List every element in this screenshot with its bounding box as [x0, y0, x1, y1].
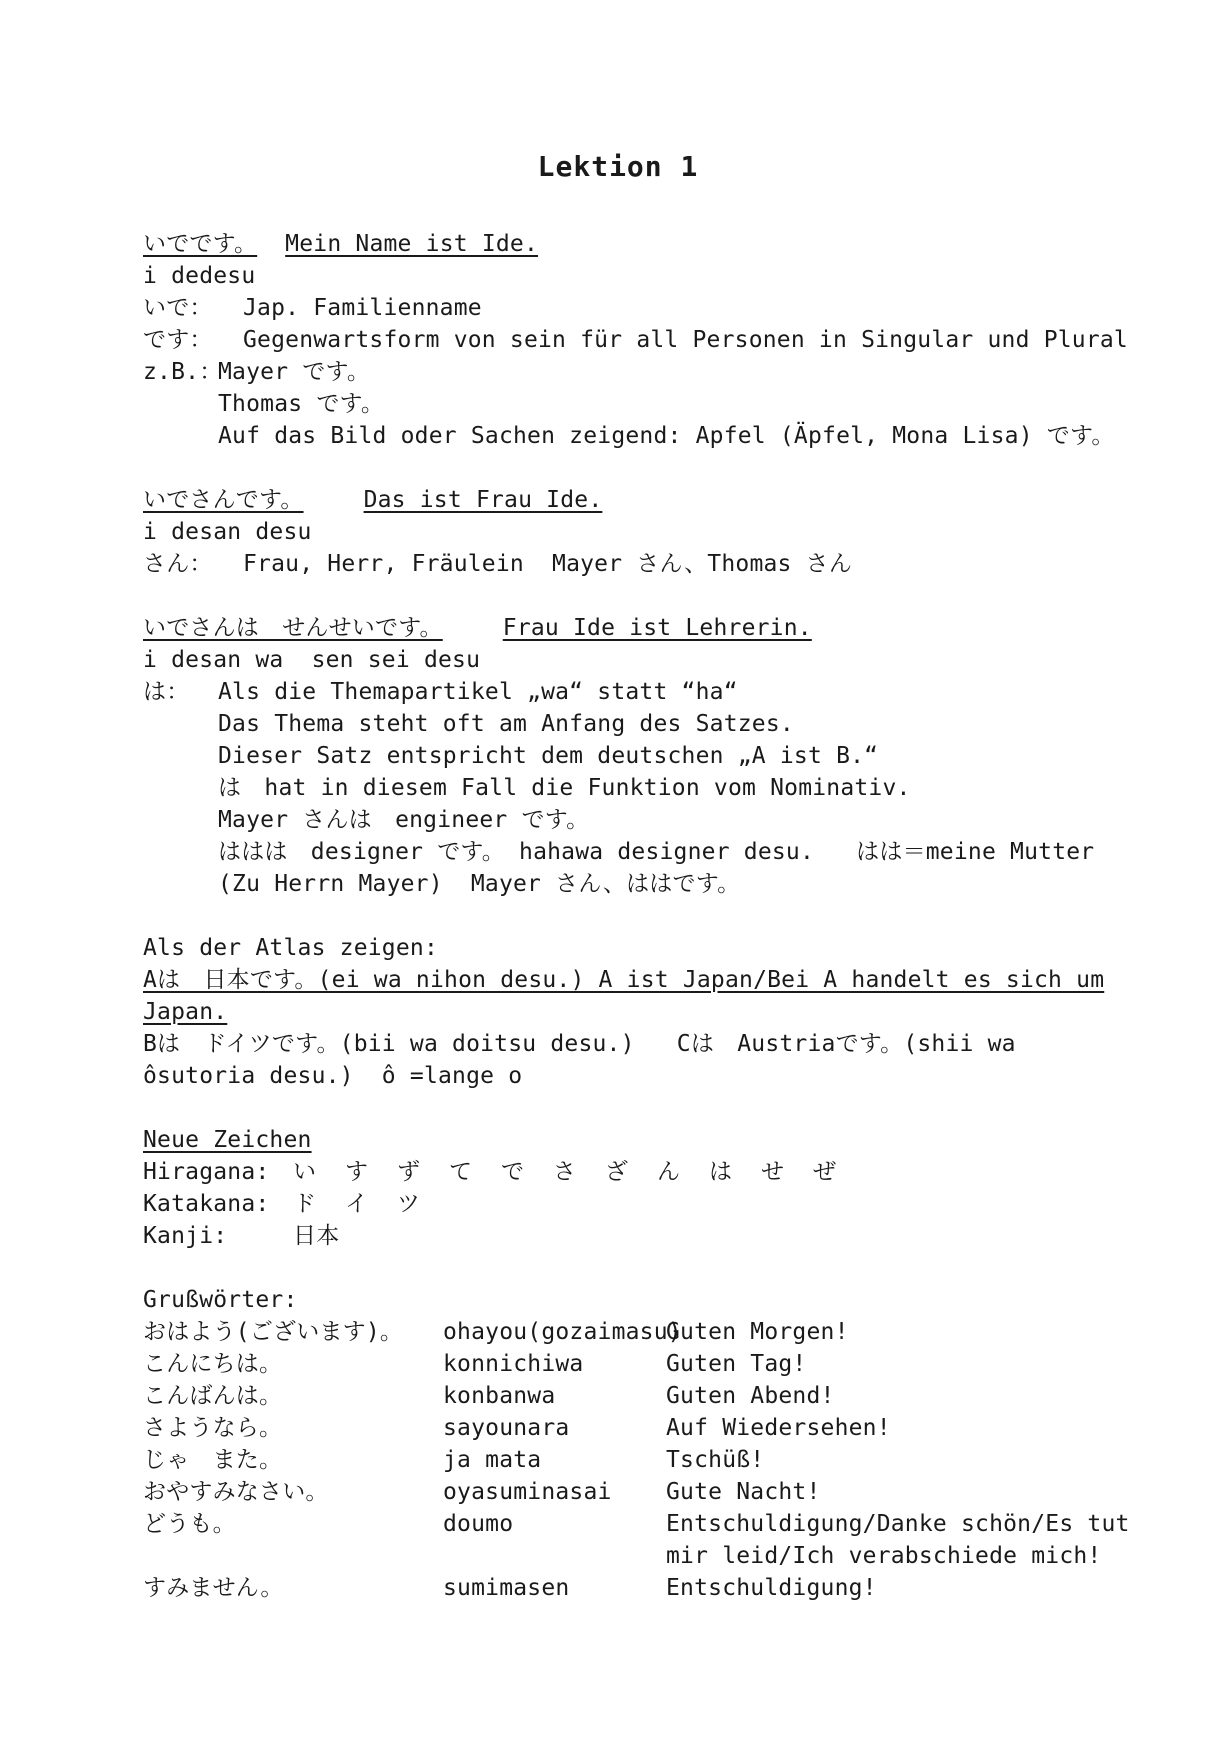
greeting-row: [143, 1316, 1143, 1348]
greeting-jp: じゃ また。: [143, 1447, 283, 1473]
greeting-de: Guten Abend!: [666, 1383, 835, 1409]
katakana-label: Katakana:: [143, 1191, 270, 1217]
atlas-line2: Japan.: [143, 999, 228, 1025]
greeting-row: [143, 1348, 1143, 1380]
section3-line3: Dieser Satz entspricht dem deutschen „A ist B.“: [218, 743, 879, 769]
greeting-jp: こんばんは。: [143, 1383, 283, 1409]
greeting-row: [143, 1476, 1143, 1508]
section2-def-text: Frau, Herr, Fräulein Mayer さん、Thomas さん: [243, 551, 853, 577]
section2-heading-de: Das ist Frau Ide.: [363, 487, 603, 513]
greeting-de: Entschuldigung!: [666, 1575, 877, 1601]
atlas-line1: Aは 日本です。(ei wa nihon desu.) A ist Japan/Bei A handelt es sich um: [143, 967, 1105, 993]
hiragana-char: ん: [657, 1159, 681, 1185]
greeting-jp: おやすみなさい。: [143, 1479, 329, 1505]
def1-text: Jap. Familienname: [243, 295, 482, 321]
greeting-jp: さようなら。: [143, 1415, 283, 1441]
new-chars-heading: Neue Zeichen: [143, 1127, 312, 1153]
hiragana-char: さ: [553, 1159, 577, 1185]
atlas-line3: Bは ドイツです。(bii wa doitsu desu.) Cは Austriaです。(shii wa: [143, 1031, 1016, 1057]
section2-def-term: さん：: [143, 551, 213, 577]
section3-def-term: は：: [143, 679, 190, 705]
section3-heading-de: Frau Ide ist Lehrerin.: [502, 615, 812, 641]
section2-heading: [143, 484, 602, 516]
greeting-jp: おはよう(ございます)。: [143, 1319, 404, 1345]
greeting-row: [143, 1380, 1143, 1412]
greeting-romaji: konnichiwa: [443, 1351, 584, 1377]
section1-def1: [143, 292, 482, 324]
hiragana-char: せ: [761, 1159, 785, 1185]
section1-heading: [143, 228, 538, 260]
section1-def2: [143, 324, 1128, 356]
section2-def: [143, 548, 852, 580]
greeting-romaji: oyasuminasai: [443, 1479, 612, 1505]
def2-text: Gegenwartsform von sein für all Personen in Singular und Plural: [243, 327, 1128, 353]
section1-heading-jp: いでです。: [143, 231, 258, 257]
atlas-intro: Als der Atlas zeigen:: [143, 935, 438, 961]
greeting-row: [143, 1508, 1143, 1572]
greeting-de: Guten Tag!: [666, 1351, 807, 1377]
greeting-romaji: sayounara: [443, 1415, 570, 1441]
hiragana-char: で: [501, 1159, 525, 1185]
section3-line5: Mayer さんは engineer です。: [218, 807, 590, 833]
section3-romaji: i desan wa sen sei desu: [143, 647, 481, 673]
section1-heading-de: Mein Name ist Ide.: [285, 231, 539, 257]
section3-heading: [143, 612, 812, 644]
greeting-romaji: konbanwa: [443, 1383, 556, 1409]
greeting-de: Gute Nacht!: [666, 1479, 821, 1505]
greeting-romaji: ja mata: [443, 1447, 542, 1473]
greeting-jp: すみません。: [143, 1575, 284, 1601]
section3-line6: ははは designer です。 hahawa designer desu. はは＝meine Mutter: [218, 839, 1095, 865]
example-label: z.B.：: [143, 359, 223, 385]
example-1: Mayer です。: [218, 359, 371, 385]
hiragana-label: Hiragana:: [143, 1159, 270, 1185]
greeting-romaji: sumimasen: [443, 1575, 570, 1601]
greetings-heading: Grußwörter:: [143, 1287, 298, 1313]
greeting-romaji: doumo: [443, 1511, 514, 1537]
hiragana-char: い: [293, 1159, 317, 1185]
hiragana-char: ず: [397, 1159, 421, 1185]
example-3: Auf das Bild oder Sachen zeigend: Apfel (Äpfel, Mona Lisa) です。: [218, 423, 1115, 449]
section3-line7: (Zu Herrn Mayer) Mayer さん、ははです。: [218, 871, 741, 897]
section3-line1: Als die Themapartikel „wa“ statt “ha“: [218, 679, 738, 705]
page-title: Lektion 1: [537, 150, 699, 183]
section2-heading-jp: いでさんです。: [143, 487, 304, 513]
greeting-de: Auf Wiedersehen!: [666, 1415, 891, 1441]
def1-term: いで：: [143, 295, 213, 321]
hiragana-char: ざ: [605, 1159, 629, 1185]
example-2: Thomas です。: [218, 391, 385, 417]
greeting-row: [143, 1572, 1143, 1604]
section3-line4: は hat in diesem Fall die Funktion vom Nominativ.: [218, 775, 911, 801]
greeting-jp: どうも。: [143, 1511, 236, 1537]
hiragana-char: す: [345, 1159, 369, 1185]
katakana-char: イ: [345, 1191, 369, 1217]
hiragana-row: [143, 1156, 865, 1188]
hiragana-char: は: [709, 1159, 733, 1185]
greeting-row: [143, 1444, 1143, 1476]
greeting-de: Entschuldigung/Danke schön/Es tut mir leid/Ich verabschiede mich!: [666, 1511, 1130, 1569]
section2-romaji: i desan desu: [143, 519, 312, 545]
section1-romaji: i dedesu: [143, 263, 256, 289]
kanji-row: [143, 1220, 339, 1252]
katakana-char: ド: [293, 1191, 317, 1217]
greeting-row: [143, 1412, 1143, 1444]
kanji-chars: 日本: [293, 1223, 340, 1249]
katakana-char: ツ: [397, 1191, 421, 1217]
section3-line2: Das Thema steht oft am Anfang des Satzes.: [218, 711, 794, 737]
greeting-romaji: ohayou(gozaimasu): [443, 1319, 682, 1345]
greeting-jp: こんにちは。: [143, 1351, 283, 1377]
hiragana-char: て: [449, 1159, 473, 1185]
greeting-de: Tschüß!: [666, 1447, 765, 1473]
section3-heading-jp: いでさんは せんせいです。: [143, 615, 443, 641]
katakana-row: [143, 1188, 449, 1220]
greeting-de: Guten Morgen!: [666, 1319, 849, 1345]
hiragana-char: ぜ: [813, 1159, 837, 1185]
def2-term: です：: [143, 327, 213, 353]
kanji-label: Kanji:: [143, 1223, 228, 1249]
atlas-line4: ôsutoria desu.) ô =lange o: [143, 1063, 523, 1089]
